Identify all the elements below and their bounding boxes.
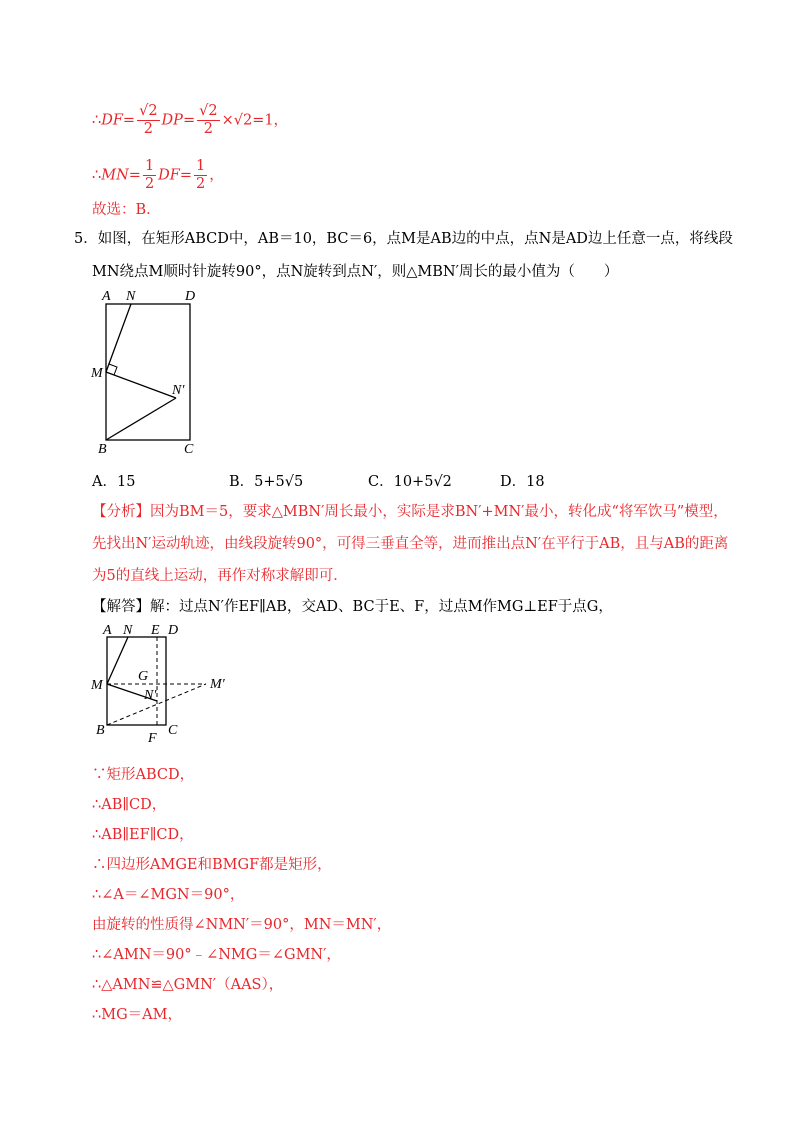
option-a[interactable]: A．15 <box>92 474 136 490</box>
label-n: N <box>126 289 136 304</box>
fraction-one-half: $\frac{1}{2}$ <box>144 158 155 192</box>
label-m: M <box>91 678 103 693</box>
label-a: A <box>102 289 111 304</box>
segment-mn-prime <box>106 372 176 398</box>
figure-solution <box>88 616 258 744</box>
solution-step-8: ∴△AMN≌△GMN′（AAS）， <box>92 977 284 993</box>
therefore-symbol: ∴ <box>92 167 102 184</box>
segment-bn-prime <box>106 398 176 440</box>
var-dp: DP <box>161 112 183 129</box>
fraction-one-half: $\frac{1}{2}$ <box>196 158 206 192</box>
question-number: 5． <box>74 231 98 247</box>
equals: = <box>179 167 193 184</box>
solution-step-1: ∵矩形ABCD， <box>92 767 195 783</box>
label-b: B <box>98 442 107 457</box>
question-5-line-1 <box>74 229 733 249</box>
label-d: D <box>168 623 179 638</box>
label-n: N <box>123 623 133 638</box>
label-c: C <box>168 723 178 738</box>
var-df: DF <box>101 112 123 129</box>
label-d: D <box>185 289 196 304</box>
segment-bm-prime <box>107 684 206 725</box>
analysis-line-2: 先找出N′运动轨迹，由线段旋转90°，可得三垂直全等，进而推出点N′在平行于AB，且与AB的距离 <box>92 536 729 552</box>
label-e: E <box>151 623 160 638</box>
times-symbol: × <box>221 112 234 129</box>
segment-mn <box>106 304 131 372</box>
label-c: C <box>184 442 194 457</box>
option-c[interactable]: C．10+5√2 <box>368 474 452 490</box>
sqrt-2: √2 <box>433 474 452 490</box>
solution-step-9: ∴MG＝AM， <box>92 1007 182 1023</box>
label-n-prime: N′ <box>172 383 185 398</box>
analysis-line-1: 【分析】因为BM＝5，要求△MBN′周长最小，实际是求BN′+MN′最小，转化成“将军饮马”模型， <box>92 504 728 520</box>
question-text: 如图，在矩形ABCD中，AB＝10，BC＝6，点M是AB边的中点，点N是AD边上任意一点，将线段 <box>97 231 733 247</box>
label-n-prime: N′ <box>144 688 157 703</box>
equals: = <box>122 112 136 129</box>
var-mn: MN <box>101 167 129 184</box>
solution-step-2: ∴AB∥CD， <box>92 797 167 813</box>
solution-step-7: ∴∠AMN＝90°﹣∠NMG＝∠GMN′， <box>92 947 341 963</box>
result-one: =1， <box>252 112 289 129</box>
sqrt-5: √5 <box>284 474 304 490</box>
solution-intro: 【解答】解：过点N′作EF∥AB，交AD、BC于E、F，过点M作MG⊥EF于点G， <box>92 599 613 615</box>
solution-step-5: ∴∠A＝∠MGN＝90°， <box>92 887 245 903</box>
equals: = <box>128 167 141 184</box>
label-b: B <box>96 723 105 738</box>
answer-choice: 故选：B． <box>92 202 161 218</box>
label-m-prime: M′ <box>210 677 225 692</box>
label-m: M <box>91 366 103 381</box>
segment-mn <box>107 637 128 684</box>
figure-rectangle-abcd <box>80 284 230 459</box>
fraction-sqrt2-over-2: $\frac{√2}{2}$ <box>139 103 158 137</box>
equals: = <box>182 112 196 129</box>
label-g: G <box>138 669 149 684</box>
question-5-line-2: MN绕点M顺时针旋转90°，点N旋转到点N′，则△MBN′周长的最小值为（ ） <box>92 264 619 280</box>
var-df: DF <box>158 167 180 184</box>
formula-mn: ∴MN= $\frac{1}{2}$ DF= $\frac{1}{2}$ ， <box>92 158 224 192</box>
analysis-line-3: 为5的直线上运动，再作对称求解即可． <box>92 568 348 584</box>
sqrt-2: √2 <box>233 112 253 129</box>
option-d[interactable]: D．18 <box>500 474 545 490</box>
solution-step-6: 由旋转的性质得∠NMN′＝90°，MN＝MN′， <box>92 917 392 933</box>
therefore-symbol: ∴ <box>92 112 102 129</box>
rectangle-abcd <box>106 304 190 440</box>
option-b[interactable]: B．5+5√5 <box>229 474 304 490</box>
fraction-sqrt2-over-2: $\frac{√2}{2}$ <box>199 103 218 137</box>
label-a: A <box>103 623 112 638</box>
label-f: F <box>148 731 157 744</box>
formula-df <box>92 103 288 138</box>
solution-step-4: ∴四边形AMGE和BMGF都是矩形， <box>92 857 332 873</box>
solution-step-3: ∴AB∥EF∥CD， <box>92 827 194 843</box>
